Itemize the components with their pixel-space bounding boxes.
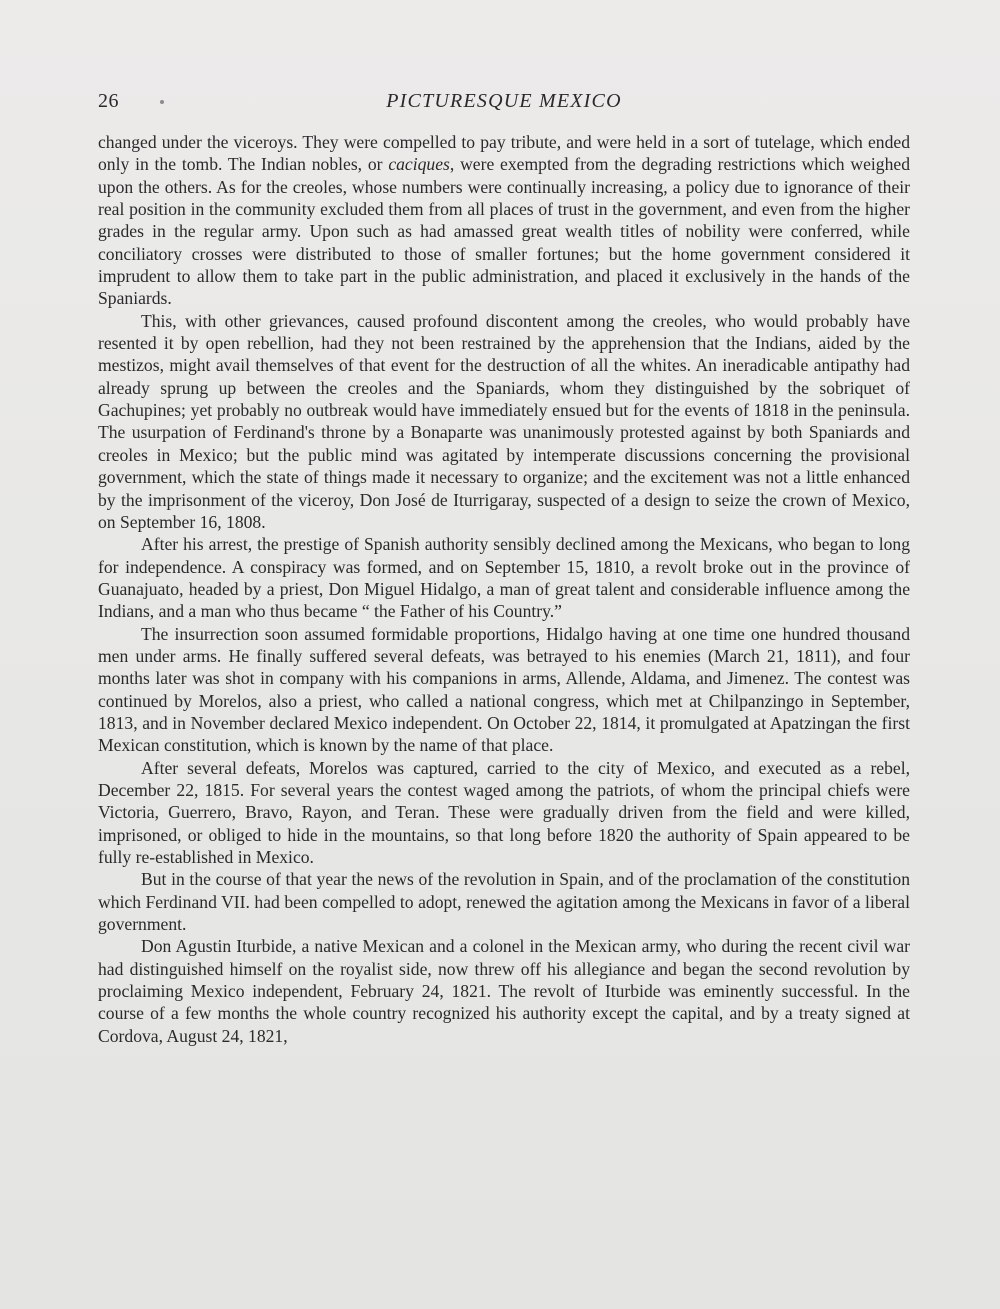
paragraph-text: changed under the viceroys. They were compelled to pay tribute, and were held in a sort of tutelage, which ended only in the tomb. The Indian nobles, or	[98, 132, 910, 175]
paragraph: But in the course of that year the news of the revolution in Spain, and of the proclamation of the constitution which Ferdinand VII. had been compelled to adopt, renewed the agitation among the Mexicans in favor of a liberal government.	[98, 869, 910, 935]
paragraph: After several defeats, Morelos was captured, carried to the city of Mexico, and executed as a rebel, December 22, 1815. For several years the contest waged among the patriots, of whom the principal chiefs were Victoria, Guerrero, Bravo, Rayon, and Teran. These were gradually driven from the field and were killed, imprisoned, or obliged to hide in the mountains, so that long before 1820 the authority of Spain appeared to be fully re-established in Mexico.	[98, 757, 910, 867]
paragraph	[98, 131, 910, 310]
running-title: PICTURESQUE MEXICO	[386, 90, 622, 112]
paragraph-text: , were exempted from the degrading restrictions which weighed upon the others. As for the creoles, whose numbers were continually increasing, a policy due to ignorance of their real position in the community excluded them from all places of trust in the government, and even from the higher grades in the regular army. Upon such as had amassed great wealth titles of nobility were conferred, while conciliatory crosses were distributed to those of smaller fortunes; but the home government considered it imprudent to allow them to take part in the public administration, and placed it exclusively in the hands of the Spaniards.	[98, 154, 910, 309]
italic-term: caciques	[388, 154, 450, 175]
paragraph: The insurrection soon assumed formidable proportions, Hidalgo having at one time one hundred thousand men under arms. He finally suffered several defeats, was betrayed to his enemies (March 21, 1811), and four months later was shot in company with his companions in arms, Allende, Aldama, and Jimenez. The contest was continued by Morelos, also a priest, who called a national congress, which met at Chilpanzingo in September, 1813, and in November declared Mexico independent. On October 22, 1814, it promulgated at Apatzingan the first Mexican constitution, which is known by the name of that place.	[98, 623, 910, 756]
ink-speck	[160, 100, 164, 104]
body-text	[98, 131, 910, 1047]
paragraph: This, with other grievances, caused profound discontent among the creoles, who would probably have resented it by open rebellion, had they not been restrained by the apprehension that the Indians, aided by the mestizos, might avail themselves of that event for the destruction of all the whites. An ineradicable antipathy had already sprung up between the creoles and the Spaniards, whom they distinguished by the sobriquet of Gachupines; yet probably no outbreak would have immediately ensued but for the events of 1818 in the peninsula. The usurpation of Ferdinand's throne by a Bonaparte was unanimously protested against by both Spaniards and creoles in Mexico; but the public mind was agitated by intemperate discussions concerning the provisional government, which the state of things made it necessary to organize; and the excitement was not a little enhanced by the imprisonment of the viceroy, Don José de Iturrigaray, suspected of a design to seize the crown of Mexico, on September 16, 1808.	[98, 310, 910, 532]
paragraph: After his arrest, the prestige of Spanish authority sensibly declined among the Mexicans, who began to long for independence. A conspiracy was formed, and on September 15, 1810, a revolt broke out in the province of Guanajuato, headed by a priest, Don Miguel Hidalgo, a man of great talent and considerable influence among the Indians, and a man who thus became “ the Father of his Country.”	[98, 534, 910, 622]
paragraph: Don Agustin Iturbide, a native Mexican and a colonel in the Mexican army, who during the recent civil war had distinguished himself on the royalist side, now threw off his allegiance and began the second revolution by proclaiming Mexico independent, February 24, 1821. The revolt of Iturbide was eminently successful. In the course of a few months the whole country recognized his authority except the capital, and by a treaty signed at Cordova, August 24, 1821,	[98, 936, 910, 1046]
page-header	[98, 88, 910, 120]
page-number: 26	[98, 90, 119, 112]
